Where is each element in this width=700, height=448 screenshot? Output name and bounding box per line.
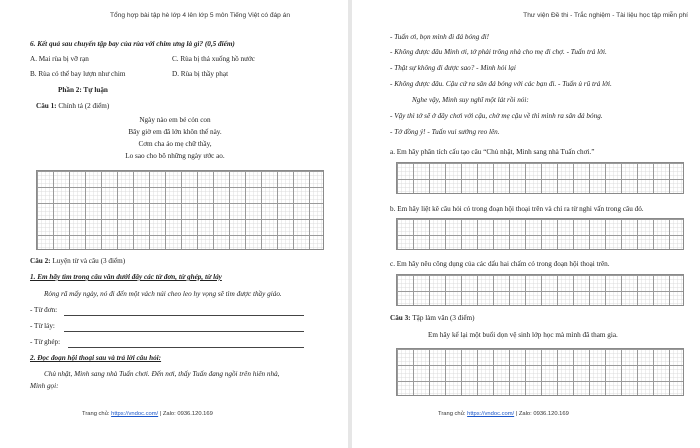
footer-link[interactable]: https://vndoc.com/ [467,411,515,417]
cau-1-text: Chính tả (2 điểm) [56,102,110,110]
dialogue-line: - Không được đâu Minh ơi, tớ phải trông nhà cho mẹ đi chợ. - Tuấn trả lời. [390,48,607,56]
answer-line[interactable] [64,331,304,332]
writing-grid[interactable] [36,170,324,250]
footer-label: Trang chủ: [438,411,468,417]
writing-grid[interactable] [396,348,684,396]
question-c: c. Em hãy nêu công dụng của các dấu hai chấm có trong đoạn hội thoại trên. [390,260,610,268]
footer-link[interactable]: https://vndoc.com/ [111,411,159,417]
dialogue-line: - Thật sự không đi được sao? - Minh hỏi lại [390,64,516,72]
dialogue-line: - Không được đâu. Cậu cứ ra sân đá bóng với các bạn đi. - Tuấn ủ rũ trả lời. [390,80,612,88]
poem-line: Bây giờ em đã lớn khôn thế này. [128,128,222,136]
option-b: B. Rùa có thể bay lượn như chim [30,70,126,78]
task-1-heading: 1. Em hãy tìm trong câu văn dưới đây các từ đơn, từ ghép, từ láy [30,273,222,281]
cau-2-heading [30,257,125,266]
poem-line: Ngày nào em bé cỏn con [139,116,211,124]
page-footer [438,411,569,417]
dialogue-line: - Tớ đồng ý! - Tuấn vui sướng reo lên. [390,128,500,136]
task-1-sentence: Rỏng rã mấy ngày, nó đi đến một vách núi cheo leo hy vọng sẽ tìm được thầy giáo. [44,290,282,298]
writing-grid[interactable] [396,162,684,194]
option-c: C. Rùa bị thả xuống hồ nước [172,55,255,63]
writing-grid[interactable] [396,218,684,250]
footer-zalo: | Zalo: 0936.120.169 [158,411,213,417]
question-b: b. Em hãy liệt kê câu hỏi có trong đoạn hội thoại trên và chỉ ra từ nghi vấn trong câu đó. [390,205,644,213]
footer-zalo: | Zalo: 0936.120.169 [514,411,569,417]
poem-line: Cơm cha áo mẹ chữ thầy, [138,140,212,148]
dialogue-line: Nghe vậy, Minh suy nghĩ một lát rồi nói: [412,96,529,104]
cau-2-label: Câu 2: [30,257,51,265]
cau-3-prompt: Em hãy kể lại một buổi dọn vệ sinh lớp học mà mình đã tham gia. [428,331,618,339]
cau-1-label: Câu 1: [36,102,57,110]
page-header: Tổng hợp bài tập hè lớp 4 lên lớp 5 môn Tiếng Việt có đáp án [110,12,291,19]
option-a: A. Mai rùa bị vỡ rạn [30,55,89,63]
cau-3-label: Câu 3: [390,314,411,322]
question-a: a. Em hãy phân tích cấu tạo câu “Chủ nhật, Minh sang nhà Tuấn chơi.” [390,148,595,156]
writing-grid[interactable] [396,274,684,306]
answer-line[interactable] [64,315,304,316]
word-type-label: - Từ ghép: [30,338,61,346]
task-2-intro: Minh gọi: [30,382,59,390]
page-footer [82,411,213,417]
word-type-label: - Từ đơn: [30,306,58,314]
task-2-intro: Chủ nhật, Minh sang nhà Tuấn chơi. Đến nơi, thấy Tuấn đang ngồi trên hiên nhà, [44,370,280,378]
footer-label: Trang chủ: [82,411,112,417]
task-2-heading: 2. Đọc đoạn hội thoại sau và trả lời câu hỏi: [30,354,162,362]
word-type-label: - Từ láy: [30,322,55,330]
cau-1-heading [36,102,109,111]
question-6: 6. Kết quả sau chuyến tập bay của rùa với chim ưng là gì? (0,5 điểm) [30,40,235,48]
right-page [352,0,700,448]
dialogue-line: - Tuấn ơi, bọn mình đi đá bóng đi! [390,33,490,41]
cau-3-text: Tập làm văn (3 điểm) [410,314,475,322]
dialogue-line: - Vậy thì tớ sẽ ở đây chơi với cậu, chờ mẹ cậu về thì mình ra sân đá bóng. [390,112,603,120]
cau-3-heading [390,314,475,323]
cau-2-text: Luyện từ và câu (3 điểm) [50,257,126,265]
poem-line: Lo sao cho bõ những ngày ước ao. [125,152,225,160]
part-2-heading: Phần 2: Tự luận [58,86,108,94]
option-d: D. Rùa bị thầy phạt [172,70,229,78]
left-page [0,0,348,448]
page-header: Thư viện Đề thi - Trắc nghiệm - Tài liệu học tập miễn phí [523,12,688,19]
answer-line[interactable] [68,347,304,348]
